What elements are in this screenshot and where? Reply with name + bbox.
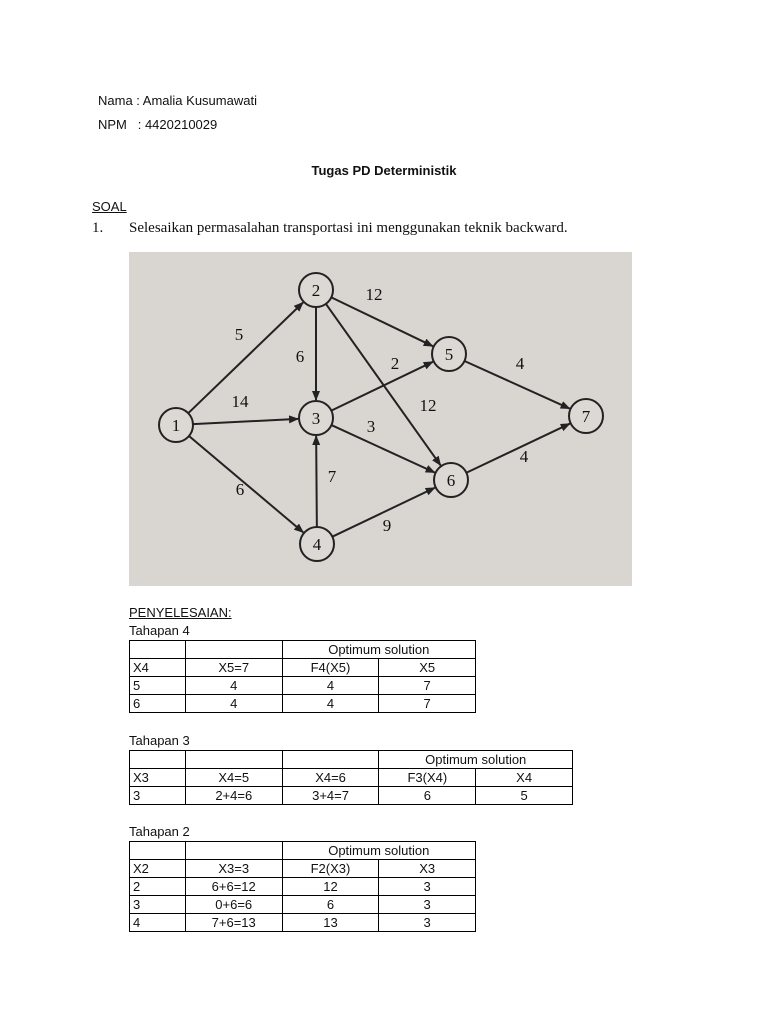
node-label-2: 2 bbox=[311, 281, 321, 300]
table-cell: 4 bbox=[130, 914, 186, 932]
edge-weight-2-6: 12 bbox=[419, 396, 437, 415]
table-cell: 5 bbox=[130, 677, 186, 695]
header-cell: X5 bbox=[379, 659, 476, 677]
edge-3-5 bbox=[331, 362, 432, 411]
table-cell: 2+4=6 bbox=[185, 787, 282, 805]
empty-cell bbox=[130, 751, 186, 769]
table-row bbox=[130, 878, 476, 896]
network-graph bbox=[129, 252, 632, 586]
table-row bbox=[130, 842, 476, 860]
node-label-6: 6 bbox=[446, 471, 456, 490]
table-cell: 6+6=12 bbox=[185, 878, 282, 896]
table-row bbox=[130, 695, 476, 713]
table-cell: 7 bbox=[379, 695, 476, 713]
edge-weight-3-6: 3 bbox=[366, 417, 376, 436]
table-cell: 6 bbox=[282, 896, 379, 914]
node-label-7: 7 bbox=[581, 407, 591, 426]
table-row bbox=[130, 896, 476, 914]
table-cell: 7+6=13 bbox=[185, 914, 282, 932]
stage2-table bbox=[129, 841, 476, 932]
table-row bbox=[130, 677, 476, 695]
header-cell: F4(X5) bbox=[282, 659, 379, 677]
table-row bbox=[130, 751, 573, 769]
edge-6-7 bbox=[466, 424, 569, 473]
header-cell: F2(X3) bbox=[282, 860, 379, 878]
table-row bbox=[130, 914, 476, 932]
document-title: Tugas PD Deterministik bbox=[311, 163, 457, 178]
stage2-label: Tahapan 2 bbox=[129, 824, 190, 839]
edge-3-6 bbox=[331, 425, 434, 472]
table-cell: 2 bbox=[130, 878, 186, 896]
header-cell: X4 bbox=[476, 769, 573, 787]
table-cell: 5 bbox=[476, 787, 573, 805]
header-cell: X2 bbox=[130, 860, 186, 878]
table-cell: 3 bbox=[379, 896, 476, 914]
table-cell: 3 bbox=[130, 787, 186, 805]
edge-weight-3-5: 2 bbox=[390, 354, 400, 373]
empty-cell bbox=[130, 842, 186, 860]
optimum-header: Optimum solution bbox=[282, 641, 475, 659]
header-cell: X4=5 bbox=[185, 769, 282, 787]
table-cell: 6 bbox=[130, 695, 186, 713]
table-cell: 4 bbox=[282, 695, 379, 713]
soal-heading: SOAL bbox=[92, 199, 127, 214]
edge-4-3 bbox=[316, 436, 317, 527]
edge-weight-4-3: 7 bbox=[327, 467, 337, 486]
edge-weight-1-2: 5 bbox=[234, 325, 244, 344]
header-cell: X4=6 bbox=[282, 769, 379, 787]
empty-cell bbox=[185, 641, 282, 659]
edge-1-4 bbox=[189, 436, 303, 532]
stage4-label: Tahapan 4 bbox=[129, 623, 190, 638]
student-npm: NPM : 4420210029 bbox=[98, 117, 218, 132]
table-row bbox=[130, 769, 573, 787]
empty-cell bbox=[130, 641, 186, 659]
optimum-header: Optimum solution bbox=[282, 842, 475, 860]
header-cell: X3 bbox=[130, 769, 186, 787]
stage3-label: Tahapan 3 bbox=[129, 733, 190, 748]
node-label-3: 3 bbox=[311, 409, 321, 428]
edge-1-3 bbox=[193, 419, 298, 424]
table-row bbox=[130, 860, 476, 878]
header-cell: X5=7 bbox=[185, 659, 282, 677]
table-cell: 6 bbox=[379, 787, 476, 805]
table-cell: 4 bbox=[185, 695, 282, 713]
node-label-5: 5 bbox=[444, 345, 454, 364]
table-cell: 4 bbox=[185, 677, 282, 695]
table-cell: 12 bbox=[282, 878, 379, 896]
header-cell: X4 bbox=[130, 659, 186, 677]
stage4-table bbox=[129, 640, 476, 713]
stage3-table bbox=[129, 750, 573, 805]
table-row bbox=[130, 787, 573, 805]
table-row bbox=[130, 641, 476, 659]
table-cell: 3 bbox=[379, 878, 476, 896]
network-graph-figure bbox=[129, 252, 632, 586]
empty-cell bbox=[185, 751, 282, 769]
solution-heading: PENYELESAIAN: bbox=[129, 605, 232, 620]
table-cell: 3+4=7 bbox=[282, 787, 379, 805]
edge-weight-2-3: 6 bbox=[295, 347, 305, 366]
optimum-header: Optimum solution bbox=[379, 751, 573, 769]
empty-cell bbox=[282, 751, 379, 769]
edge-weight-5-7: 4 bbox=[515, 354, 525, 373]
edge-weight-2-5: 12 bbox=[365, 285, 383, 304]
header-cell: F3(X4) bbox=[379, 769, 476, 787]
edge-weight-6-7: 4 bbox=[519, 447, 529, 466]
table-cell: 13 bbox=[282, 914, 379, 932]
node-label-4: 4 bbox=[312, 535, 322, 554]
node-label-1: 1 bbox=[171, 416, 181, 435]
student-name: Nama : Amalia Kusumawati bbox=[98, 93, 257, 108]
table-cell: 4 bbox=[282, 677, 379, 695]
header-cell: X3=3 bbox=[185, 860, 282, 878]
edge-2-5 bbox=[331, 297, 432, 346]
question-number: 1. bbox=[92, 220, 104, 236]
edge-weight-4-6: 9 bbox=[382, 516, 392, 535]
table-cell: 3 bbox=[130, 896, 186, 914]
question-text: Selesaikan permasalahan transportasi ini menggunakan teknik backward. bbox=[129, 220, 568, 236]
table-row bbox=[130, 659, 476, 677]
header-cell: X3 bbox=[379, 860, 476, 878]
empty-cell bbox=[185, 842, 282, 860]
edge-weight-1-3: 14 bbox=[231, 392, 249, 411]
table-cell: 7 bbox=[379, 677, 476, 695]
edge-weight-1-4: 6 bbox=[235, 480, 245, 499]
table-cell: 0+6=6 bbox=[185, 896, 282, 914]
table-cell: 3 bbox=[379, 914, 476, 932]
